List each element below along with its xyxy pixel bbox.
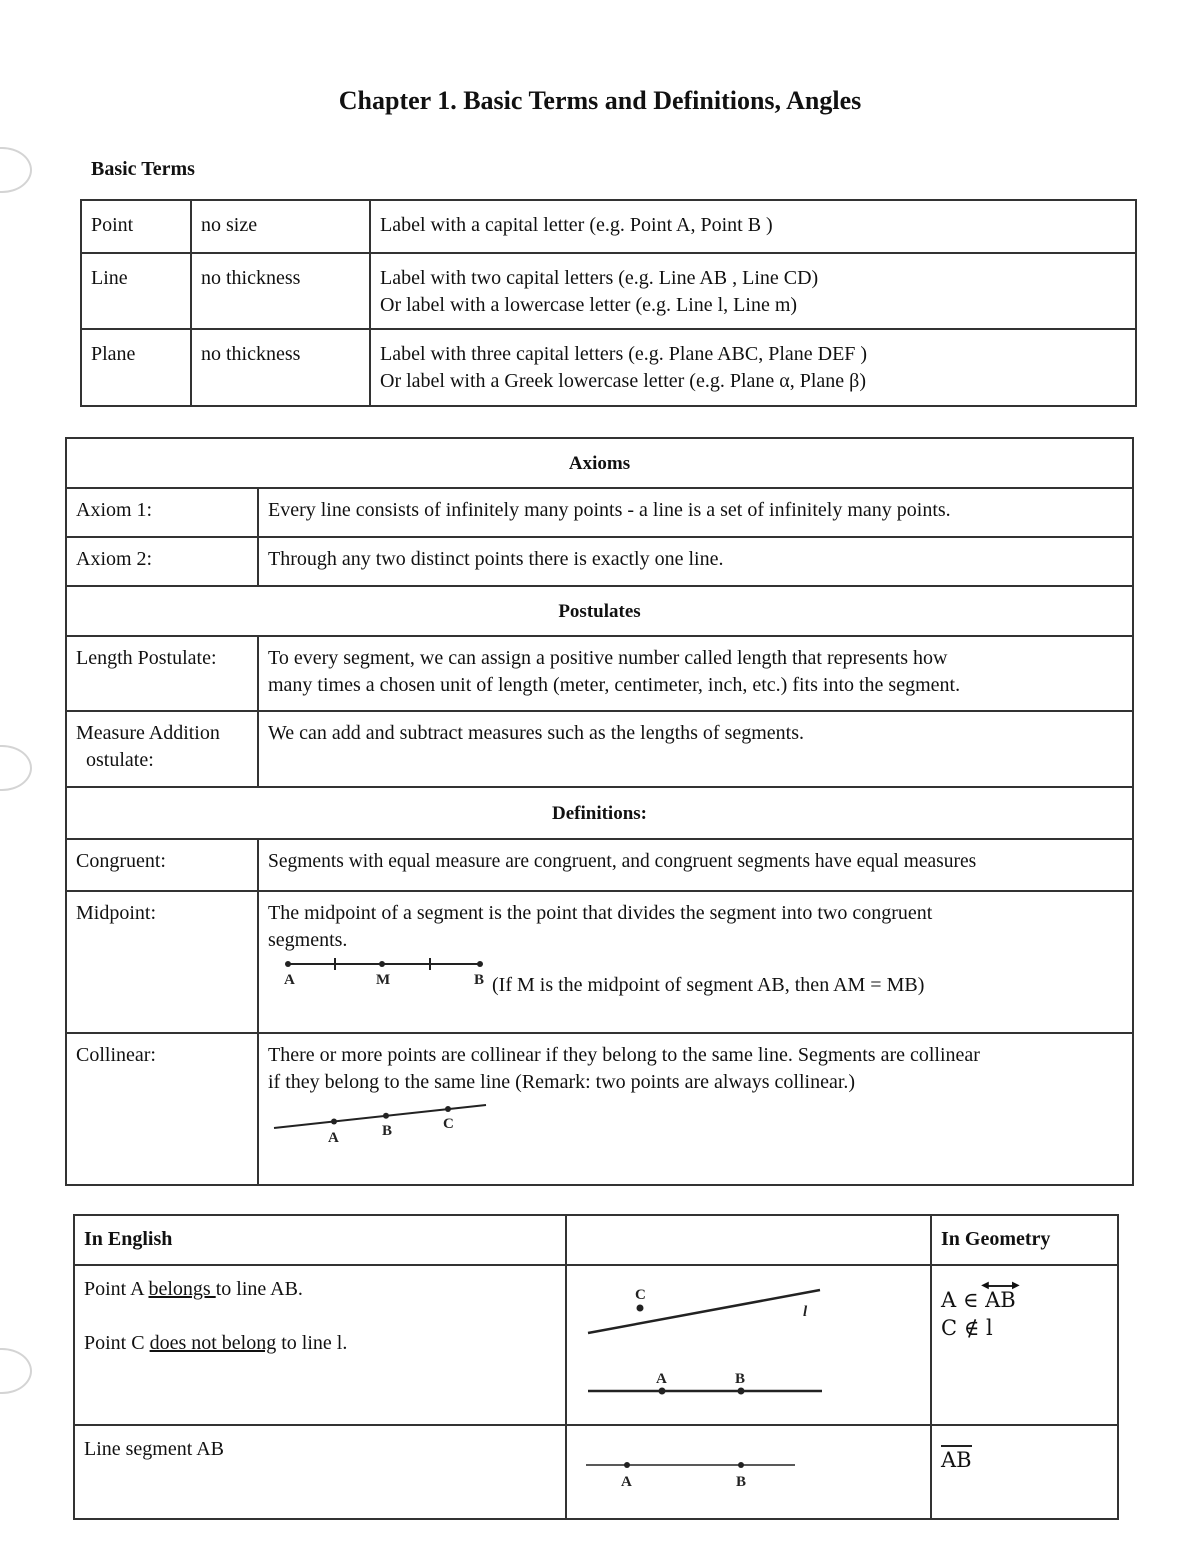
definitions-heading: Definitions:	[66, 787, 1133, 839]
point-a-dot	[624, 1462, 630, 1468]
symbol-text: AB	[941, 1448, 972, 1472]
segment-notation	[941, 1446, 972, 1474]
table-row	[66, 537, 1133, 586]
rule-line: Or label with a Greek lowercase letter (e.g. Plane α, Plane β)	[380, 370, 867, 392]
overline-bar	[941, 1445, 972, 1447]
definition-label: Congruent:	[66, 839, 258, 891]
arrow-left-icon: ◀	[981, 1280, 989, 1291]
middle-header	[566, 1215, 931, 1265]
table-row	[66, 488, 1133, 537]
punch-hole	[0, 745, 32, 791]
text-line: There or more points are collinear if they belong to the same line. Segments are collinear	[268, 1044, 980, 1066]
label-rule-cell	[370, 329, 1136, 406]
basic-terms-heading: Basic Terms	[91, 158, 195, 180]
punch-hole	[0, 147, 32, 193]
definition-label: Collinear:	[66, 1033, 258, 1185]
term-cell: Line	[81, 253, 191, 329]
text-line: The midpoint of a segment is the point that divides the segment into two congruent	[268, 902, 933, 924]
english-cell: Line segment AB	[74, 1425, 566, 1519]
notation-table	[73, 1214, 1119, 1520]
postulate-text: We can add and subtract measures such as the lengths of segments.	[258, 711, 1133, 787]
geometry-header: In Geometry	[931, 1215, 1118, 1265]
line-label-l: l	[803, 1304, 808, 1320]
point-a-dot	[659, 1388, 666, 1395]
text-part: to line l.	[276, 1332, 348, 1354]
geometry-line	[941, 1280, 1108, 1314]
term-cell: Point	[81, 200, 191, 253]
text-line: To every segment, we can assign a positive number called length that represents how	[268, 647, 948, 669]
postulate-label	[66, 711, 258, 787]
geometry-cell	[931, 1425, 1118, 1519]
collinear-figure	[268, 1096, 1123, 1150]
definition-text: Segments with equal measure are congruent, and congruent segments have equal measures	[258, 839, 1133, 891]
belongs-diagram	[567, 1266, 930, 1416]
point-label-a: A	[621, 1474, 632, 1490]
line-notation	[981, 1280, 1020, 1314]
text-line: many times a chosen unit of length (meter, centimeter, inch, etc.) fits into the segment.	[268, 674, 961, 696]
geometry-cell	[931, 1265, 1118, 1425]
geometry-line: C ∉ l	[941, 1316, 993, 1340]
rule-line: Label with two capital letters (e.g. Line AB , Line CD)	[380, 267, 819, 289]
point-label-a: A	[656, 1371, 667, 1387]
table-row	[74, 1425, 1118, 1519]
english-header: In English	[74, 1215, 566, 1265]
figure-cell	[566, 1265, 931, 1425]
text-line: if they belong to the same line (Remark: two points are always collinear.)	[268, 1071, 856, 1093]
text-part: Point A	[84, 1278, 149, 1300]
english-line	[84, 1276, 556, 1303]
midpoint-figure	[268, 954, 1123, 1000]
figure-cell	[566, 1425, 931, 1519]
english-line	[84, 1330, 556, 1357]
axiom-label: Axiom 2:	[66, 537, 258, 586]
point-label-b: B	[382, 1123, 393, 1139]
basic-terms-table	[80, 199, 1137, 407]
rule-line: Label with a capital letter (e.g. Point A, Point B )	[380, 214, 773, 236]
table-row	[66, 636, 1133, 711]
point-dot	[383, 1113, 389, 1119]
label-line: Measure Addition	[76, 722, 220, 744]
point-label-b: B	[735, 1371, 746, 1387]
point-label-b: B	[736, 1474, 747, 1490]
table-row	[81, 200, 1136, 253]
table-row	[74, 1265, 1118, 1425]
point-c-dot	[637, 1305, 644, 1312]
point-b-dot	[738, 1388, 745, 1395]
collinear-diagram	[268, 1096, 668, 1150]
point-dot	[445, 1106, 451, 1112]
postulate-text	[258, 636, 1133, 711]
axiom-text: Every line consists of infinitely many points - a line is a set of infinitely many points.	[258, 488, 1133, 537]
property-cell: no thickness	[191, 329, 370, 406]
axioms-heading: Axioms	[66, 438, 1133, 488]
rule-line: Or label with a lowercase letter (e.g. Line l, Line m)	[380, 294, 798, 316]
table-row	[81, 329, 1136, 406]
text-part: to line AB.	[215, 1278, 303, 1300]
line	[274, 1105, 486, 1128]
table-row	[66, 1033, 1133, 1185]
underlined-word: belongs	[148, 1278, 216, 1300]
table-row	[66, 891, 1133, 1033]
definition-text	[258, 891, 1133, 1033]
point-dot	[477, 961, 483, 967]
page-title: Chapter 1. Basic Terms and Definitions, Angles	[338, 86, 862, 115]
point-label-c: C	[443, 1116, 454, 1132]
english-cell	[74, 1265, 566, 1425]
term-cell: Plane	[81, 329, 191, 406]
table-row	[66, 711, 1133, 787]
point-dot	[285, 961, 291, 967]
point-dot	[379, 961, 385, 967]
segment-diagram	[567, 1426, 930, 1510]
rule-line: Label with three capital letters (e.g. Plane ABC, Plane DEF )	[380, 343, 868, 365]
point-label-m: M	[376, 972, 391, 988]
table-row	[66, 839, 1133, 891]
point-label-a: A	[328, 1130, 339, 1146]
section-header-row	[66, 438, 1133, 488]
axiom-label: Axiom 1:	[66, 488, 258, 537]
symbol-text: AB	[985, 1288, 1016, 1312]
point-label-a: A	[284, 972, 295, 988]
underlined-word: does not belong	[149, 1332, 277, 1354]
arrow-right-icon: ▶	[1011, 1280, 1020, 1291]
label-rule-cell	[370, 200, 1136, 253]
header-row	[74, 1215, 1118, 1265]
line-l	[588, 1290, 820, 1333]
section-header-row	[66, 586, 1133, 636]
point-dot	[331, 1119, 337, 1125]
label-rule-cell	[370, 253, 1136, 329]
axiom-text: Through any two distinct points there is exactly one line.	[258, 537, 1133, 586]
point-label-c: C	[635, 1287, 646, 1303]
postulate-label: Length Postulate:	[66, 636, 258, 711]
label-line: ostulate:	[86, 749, 154, 771]
property-cell: no thickness	[191, 253, 370, 329]
postulates-heading: Postulates	[66, 586, 1133, 636]
table-row	[81, 253, 1136, 329]
punch-hole	[0, 1348, 32, 1394]
text-part: A ∈	[941, 1288, 986, 1312]
point-label-b: B	[474, 972, 485, 988]
axioms-postulates-definitions-table	[65, 437, 1134, 1186]
text-part: Point C	[84, 1332, 150, 1354]
point-b-dot	[738, 1462, 744, 1468]
property-cell: no size	[191, 200, 370, 253]
midpoint-caption: (If M is the midpoint of segment AB, then AM = MB)	[492, 974, 925, 996]
text-line: segments.	[268, 929, 348, 951]
definition-label: Midpoint:	[66, 891, 258, 1033]
definition-text	[258, 1033, 1133, 1185]
section-header-row	[66, 787, 1133, 839]
